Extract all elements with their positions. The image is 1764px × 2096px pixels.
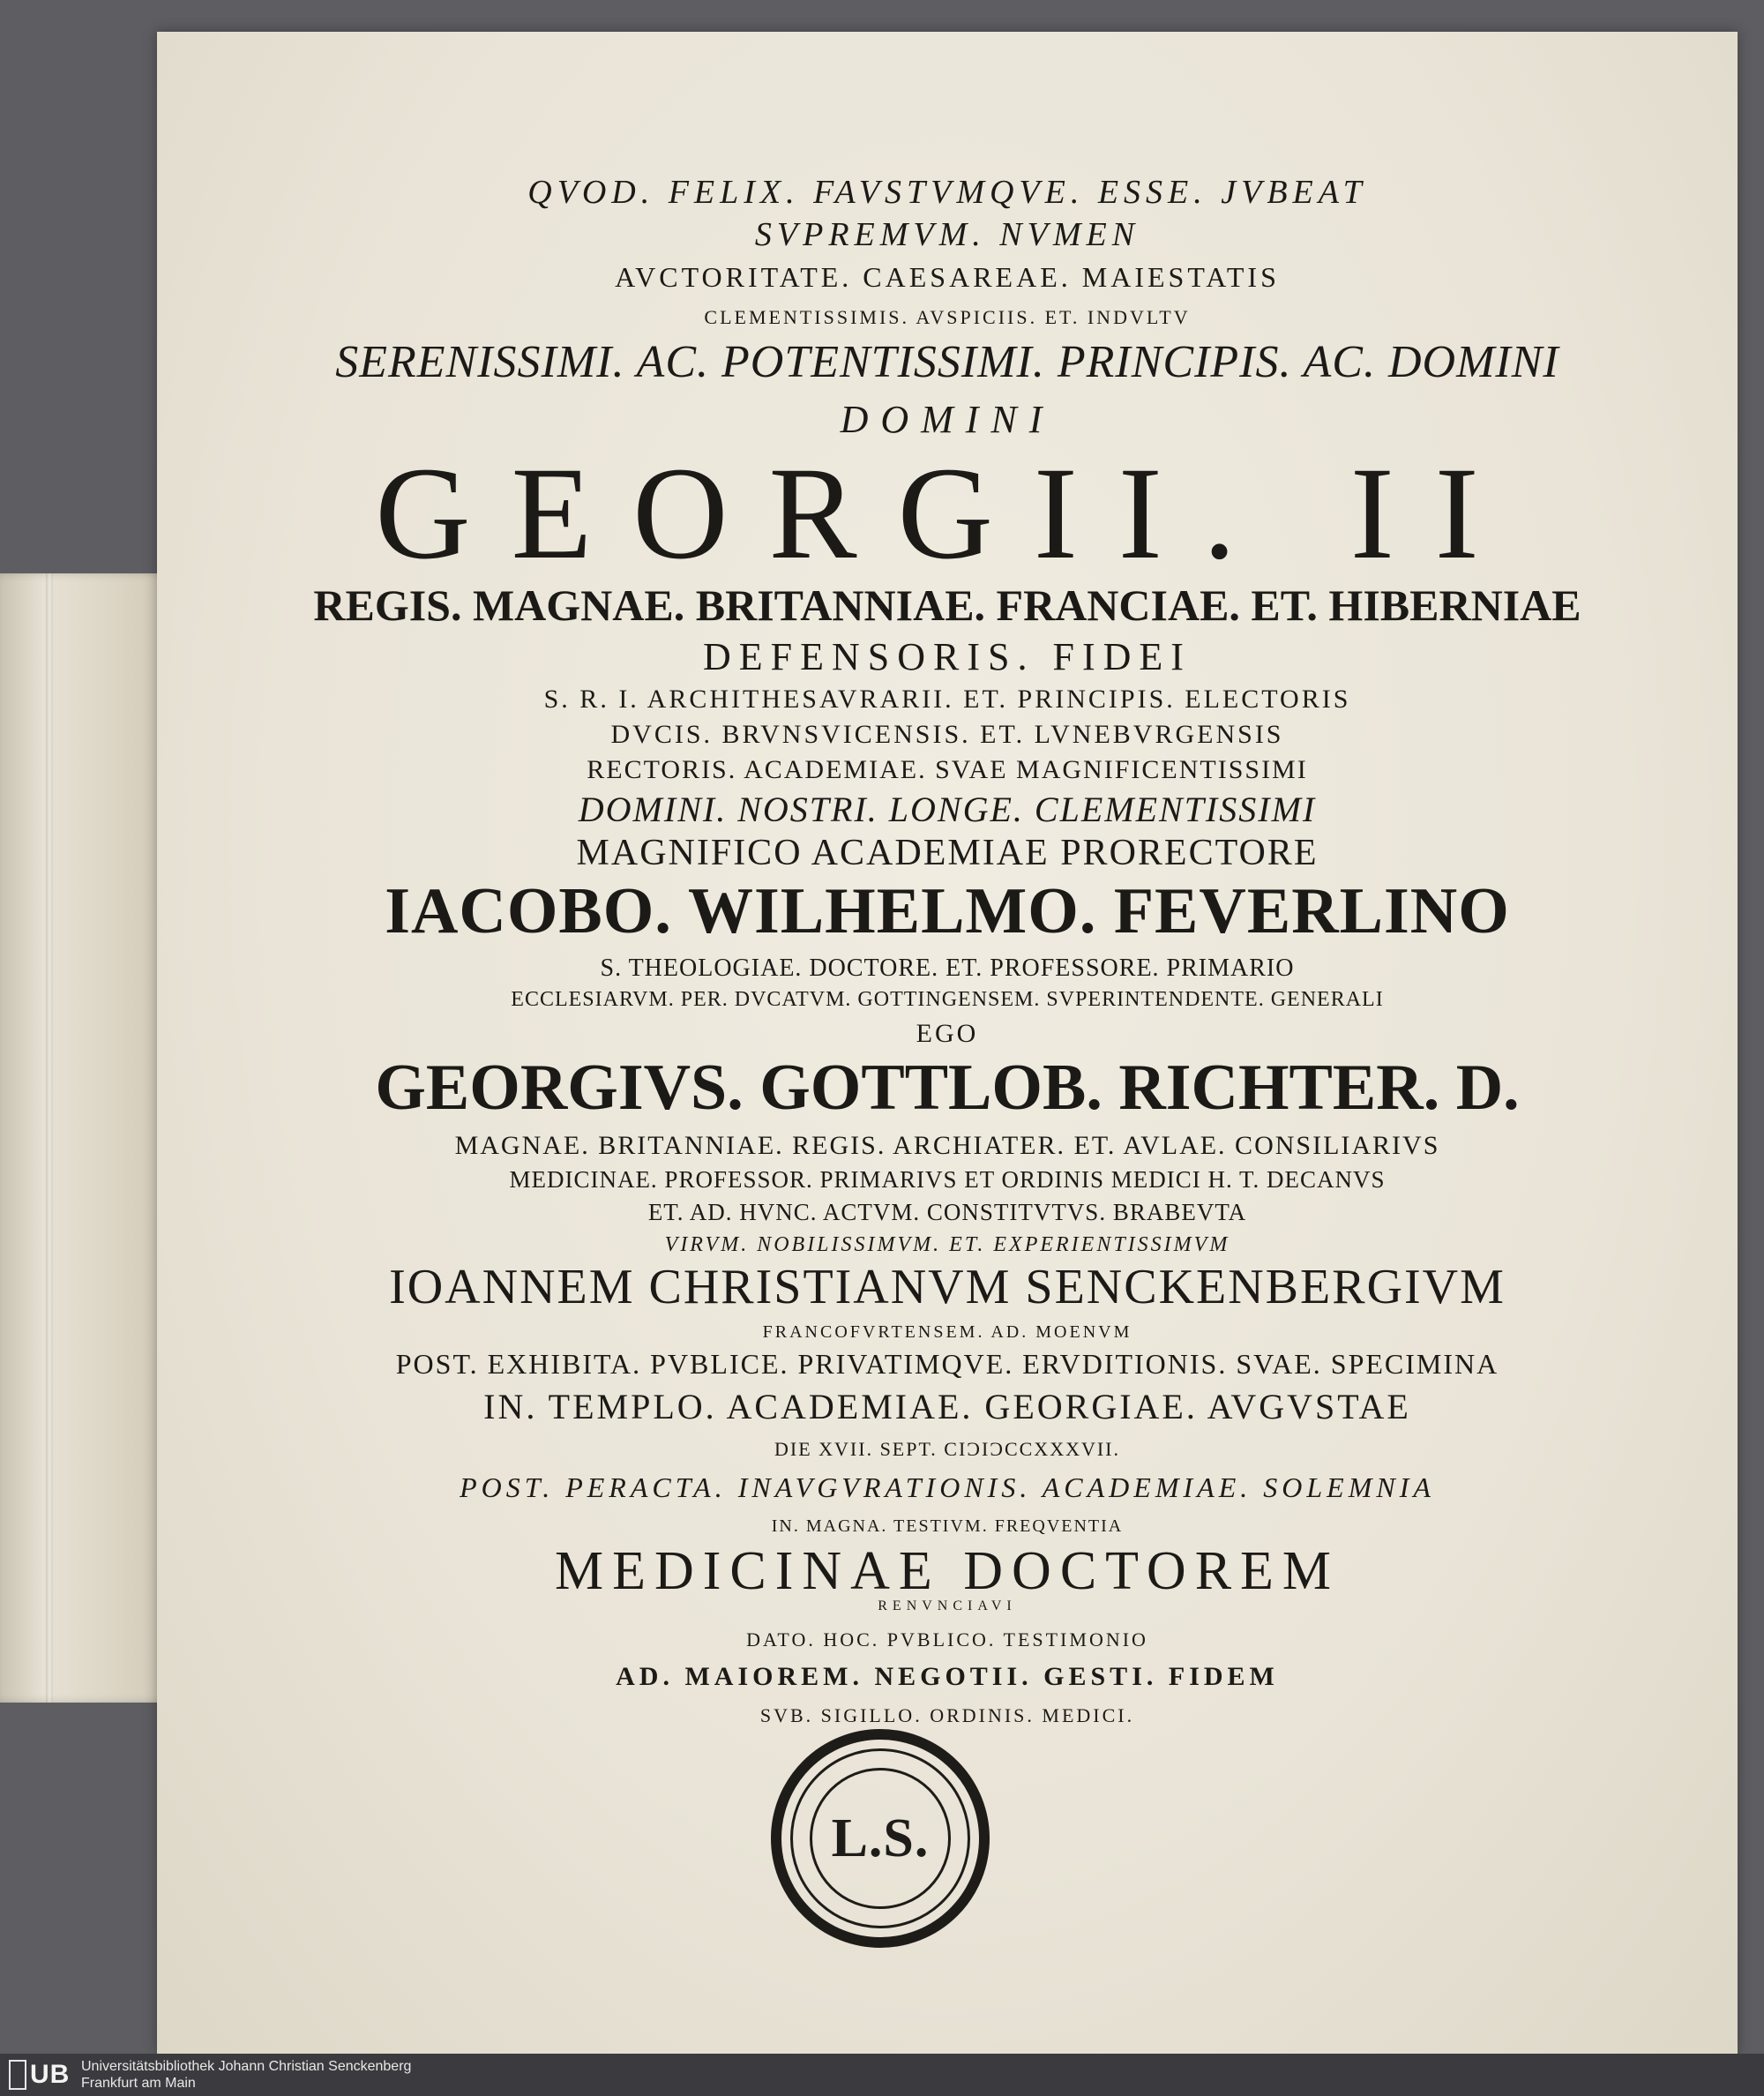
doc-line-21: MEDICINAE. PROFESSOR. PRIMARIVS ET ORDINIS MEDICI H. T. DECANVS <box>509 1166 1386 1193</box>
doc-line-10: S. R. I. ARCHITHESAVRARII. ET. PRINCIPIS. ELECTORIS <box>543 685 1351 714</box>
doc-line-3: AVCTORITATE. CAESAREAE. MAIESTATIS <box>615 261 1280 293</box>
doc-line-georgii: GEORGII. II <box>375 440 1520 587</box>
doc-line-1: QVOD. FELIX. FAVSTVMQVE. ESSE. JVBEAT <box>527 174 1367 211</box>
doc-line-5: SERENISSIMI. AC. POTENTISSIMI. PRINCIPIS. AC. DOMINI <box>335 337 1559 387</box>
doc-line-13: DOMINI. NOSTRI. LONGE. CLEMENTISSIMI <box>578 790 1317 829</box>
doc-line-29: POST. PERACTA. INAVGVRATIONIS. ACADEMIAE. SOLEMNIA <box>460 1471 1435 1503</box>
doc-line-18: EGO <box>916 1019 979 1048</box>
doc-line-prorector-name: IACOBO. WILHELMO. FEVERLINO <box>385 875 1510 947</box>
seal <box>771 1729 990 1948</box>
doc-line-14: MAGNIFICO ACADEMIAE PRORECTORE <box>576 833 1319 873</box>
document-sheet <box>157 32 1738 2054</box>
doc-line-32: RENVNCIAVI <box>878 1598 1017 1613</box>
doc-line-12: RECTORIS. ACADEMIAE. SVAE MAGNIFICENTISSIMI <box>587 755 1308 784</box>
doc-line-20: MAGNAE. BRITANNIAE. REGIS. ARCHIATER. ET. AVLAE. CONSILIARIVS <box>454 1131 1440 1160</box>
doc-line-11: DVCIS. BRVNSVICENSIS. ET. LVNEBVRGENSIS <box>610 720 1284 749</box>
doc-line-9: DEFENSORIS. FIDEI <box>703 635 1192 678</box>
doc-line-34: AD. MAIOREM. NEGOTII. GESTI. FIDEM <box>616 1662 1279 1691</box>
doc-line-35: SVB. SIGILLO. ORDINIS. MEDICI. <box>759 1704 1135 1726</box>
folded-paper-edge <box>0 573 176 1703</box>
doc-line-26: POST. EXHIBITA. PVBLICE. PRIVATIMQVE. ERVDITIONIS. SVAE. SPECIMINA <box>395 1348 1499 1380</box>
ub-logo-text: UB <box>30 2060 71 2089</box>
doc-line-22: ET. AD. HVNC. ACTVM. CONSTITVTVS. BRABEVTA <box>647 1199 1247 1225</box>
doc-line-33: DATO. HOC. PVBLICO. TESTIMONIO <box>746 1628 1148 1651</box>
doc-line-degree: MEDICINAE DOCTOREM <box>554 1541 1341 1601</box>
footer-credit <box>81 2058 411 2092</box>
doc-line-16: S. THEOLOGIAE. DOCTORE. ET. PROFESSORE. PRIMARIO <box>600 954 1295 982</box>
doc-line-8: REGIS. MAGNAE. BRITANNIAE. FRANCIAE. ET. HIBERNIAE <box>313 580 1581 630</box>
footer-line-1: Universitätsbibliothek Johann Christian Senckenberg <box>81 2059 412 2074</box>
doc-line-4: CLEMENTISSIMIS. AVSPICIIS. ET. INDVLTV <box>704 306 1191 328</box>
doc-line-6: DOMINI <box>840 398 1055 441</box>
document-text <box>157 173 1738 1727</box>
doc-line-23: VIRVM. NOBILISSIMVM. ET. EXPERIENTISSIMVM <box>664 1233 1230 1256</box>
footer-bar <box>0 2054 1764 2096</box>
ub-logo <box>9 2059 70 2091</box>
doc-line-17: ECCLESIARVM. PER. DVCATVM. GOTTINGENSEM. SVPERINTENDENTE. GENERALI <box>511 988 1384 1011</box>
ub-logo-mark-icon <box>9 2060 26 2090</box>
doc-line-30: IN. MAGNA. TESTIVM. FREQVENTIA <box>771 1516 1124 1536</box>
doc-line-candidate-name: IOANNEM CHRISTIANVM SENCKENBERGIVM <box>389 1260 1506 1314</box>
seal-text: L.S. <box>831 1808 930 1868</box>
seal-inner-ring <box>810 1768 951 1909</box>
doc-line-27: IN. TEMPLO. ACADEMIAE. GEORGIAE. AVGVSTAE <box>483 1387 1411 1426</box>
doc-line-25: FRANCOFVRTENSEM. AD. MOENVM <box>762 1322 1132 1342</box>
doc-line-date: DIE XVII. SEPT. CIƆIƆCCXXXVII. <box>774 1438 1121 1460</box>
doc-line-dean-name: GEORGIVS. GOTTLOB. RICHTER. D. <box>375 1052 1520 1124</box>
footer-line-2: Frankfurt am Main <box>81 2076 196 2091</box>
doc-line-2: SVPREMVM. NVMEN <box>754 216 1140 253</box>
